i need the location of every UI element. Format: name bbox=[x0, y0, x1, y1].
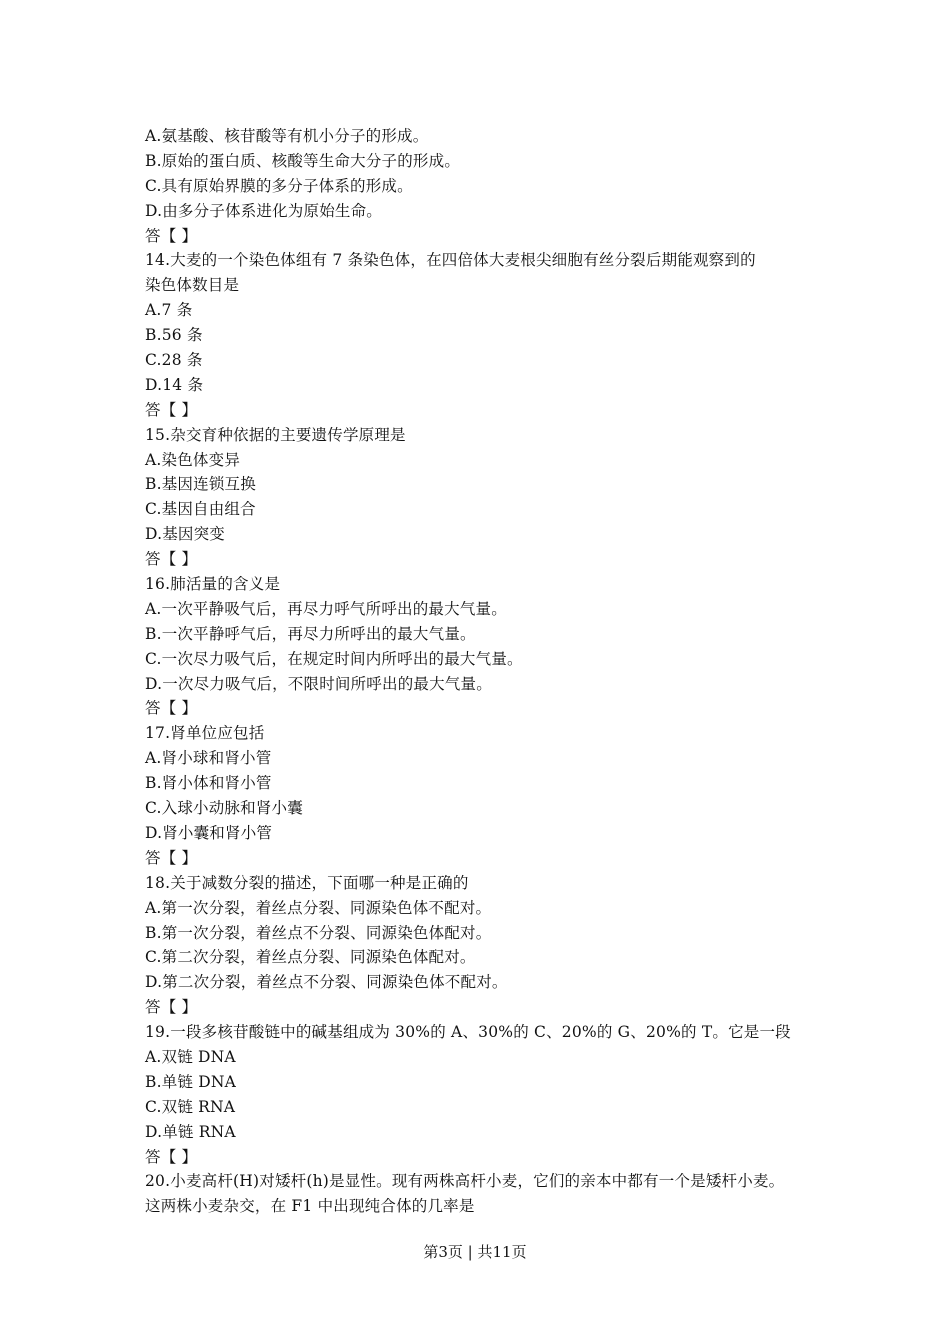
answer-line: 答【 】 bbox=[145, 400, 198, 419]
option-line: D.肾小囊和肾小管 bbox=[145, 823, 273, 842]
option-line: C.入球小动脉和肾小囊 bbox=[145, 799, 303, 818]
answer-line: 答【 】 bbox=[145, 1147, 198, 1166]
option-line: A.氨基酸、核苷酸等有机小分子的形成。 bbox=[145, 127, 429, 145]
option-line: B.肾小体和肾小管 bbox=[145, 774, 272, 793]
answer-line: 答【 】 bbox=[145, 848, 198, 867]
option-line: D.由多分子体系进化为原始生命。 bbox=[145, 201, 383, 220]
option-line: C.28 条 bbox=[145, 351, 203, 370]
question-18: 18.关于减数分裂的描述，下面哪一种是正确的 bbox=[145, 873, 469, 892]
option-line: A.染色体变异 bbox=[145, 450, 241, 469]
answer-line: 答【 】 bbox=[145, 550, 198, 569]
question-16: 16.肺活量的含义是 bbox=[145, 575, 281, 594]
option-line: B.一次平静呼气后，再尽力所呼出的最大气量。 bbox=[145, 624, 476, 643]
option-line: C.基因自由组合 bbox=[145, 500, 256, 519]
option-line: B.56 条 bbox=[145, 326, 203, 345]
question-20-continued: 这两株小麦杂交，在 F1 中出现纯合体的几率是 bbox=[145, 1197, 475, 1216]
question-20: 20.小麦高杆(H)对矮杆(h)是显性。现有两株高杆小麦，它们的亲本中都有一个是矮杆小麦。 bbox=[145, 1172, 785, 1191]
answer-line: 答【 】 bbox=[145, 226, 198, 245]
question-14-continued: 染色体数目是 bbox=[145, 276, 240, 295]
option-line: A.7 条 bbox=[145, 301, 193, 320]
page-footer: 第3页 | 共11页 bbox=[423, 1243, 527, 1261]
option-line: D.第二次分裂，着丝点不分裂、同源染色体不配对。 bbox=[145, 973, 508, 992]
option-line: B.基因连锁互换 bbox=[145, 475, 256, 494]
option-line: A.第一次分裂，着丝点分裂、同源染色体不配对。 bbox=[145, 898, 492, 917]
option-line: B.原始的蛋白质、核酸等生命大分子的形成。 bbox=[145, 151, 461, 170]
question-19: 19.一段多核苷酸链中的碱基组成为 30%的 A、30%的 C、20%的 G、20%的 T。它是一段 bbox=[145, 1023, 791, 1042]
question-14: 14.大麦的一个染色体组有 7 条染色体，在四倍体大麦根尖细胞有丝分裂后期能观察到的 bbox=[145, 251, 756, 270]
document-body bbox=[145, 124, 825, 1219]
option-line: D.14 条 bbox=[145, 375, 204, 394]
question-17: 17.肾单位应包括 bbox=[145, 724, 265, 743]
option-line: C.第二次分裂，着丝点分裂、同源染色体配对。 bbox=[145, 948, 476, 967]
question-15: 15.杂交育种依据的主要遗传学原理是 bbox=[145, 425, 406, 444]
option-line: B.第一次分裂，着丝点不分裂、同源染色体配对。 bbox=[145, 923, 492, 942]
option-line: D.单链 RNA bbox=[145, 1122, 236, 1141]
option-line: B.单链 DNA bbox=[145, 1072, 237, 1091]
option-line: A.一次平静吸气后，再尽力呼气所呼出的最大气量。 bbox=[145, 599, 507, 618]
option-line: A.肾小球和肾小管 bbox=[145, 749, 272, 768]
option-line: C.具有原始界膜的多分子体系的形成。 bbox=[145, 176, 413, 195]
option-line: C.一次尽力吸气后，在规定时间内所呼出的最大气量。 bbox=[145, 649, 523, 668]
option-line: D.一次尽力吸气后，不限时间所呼出的最大气量。 bbox=[145, 674, 492, 693]
option-line: C.双链 RNA bbox=[145, 1097, 236, 1116]
option-line: A.双链 DNA bbox=[145, 1047, 236, 1066]
option-line: D.基因突变 bbox=[145, 525, 226, 544]
answer-line: 答【 】 bbox=[145, 998, 198, 1017]
answer-line: 答【 】 bbox=[145, 699, 198, 718]
